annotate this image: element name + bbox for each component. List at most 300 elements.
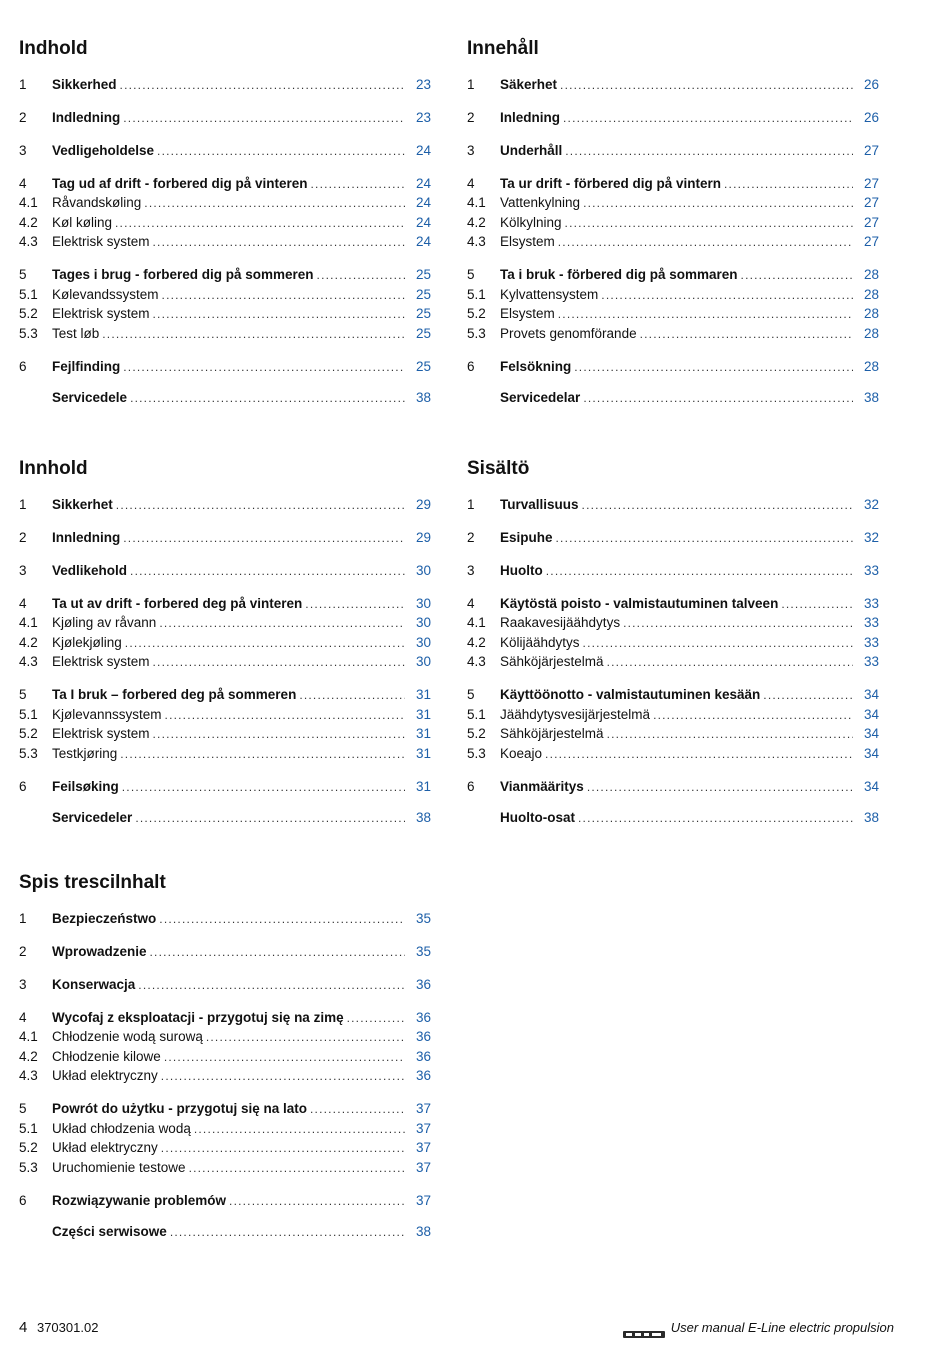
- toc-entry-page[interactable]: 37: [415, 1193, 431, 1208]
- dot-leader: [587, 778, 853, 796]
- toc-entry-number: 5.2: [19, 306, 38, 321]
- toc-entry[interactable]: [467, 266, 879, 284]
- toc-entry[interactable]: [19, 233, 431, 251]
- toc-entry-page[interactable]: 25: [415, 306, 431, 321]
- toc-entry-page[interactable]: 28: [863, 267, 879, 282]
- toc-entry[interactable]: [19, 809, 431, 827]
- toc-entry-label: Układ elektryczny: [52, 1140, 158, 1155]
- dot-leader: [153, 725, 405, 743]
- toc-entry-label: Käyttöönotto - valmistautuminen kesään: [500, 687, 761, 702]
- toc-entry-label: Vianmääritys: [500, 779, 584, 794]
- toc-entry-label: Sähköjärjestelmä: [500, 726, 604, 741]
- toc-entry[interactable]: [19, 976, 431, 994]
- toc-entry-label: Tages i brug - forbered dig på sommeren: [52, 267, 314, 282]
- footer-right: [623, 1318, 894, 1338]
- dot-leader: [138, 976, 405, 994]
- toc-entry[interactable]: [467, 286, 879, 304]
- toc-entry-label: Elektrisk system: [52, 234, 150, 249]
- toc-entry[interactable]: [19, 1028, 431, 1046]
- toc-entry-label: Felsökning: [500, 359, 572, 374]
- toc-entry-number: 1: [19, 77, 27, 92]
- dot-leader: [130, 389, 405, 407]
- toc-entry-page[interactable]: 38: [415, 810, 431, 825]
- toc-entry-number: 4.1: [19, 615, 38, 630]
- toc-entry[interactable]: [467, 305, 879, 323]
- toc-entry-label: Testkjøring: [52, 746, 118, 761]
- toc-entry-label: Test løb: [52, 326, 100, 341]
- dot-leader: [563, 109, 853, 127]
- dot-leader: [607, 725, 853, 743]
- toc-entry-page[interactable]: 33: [863, 596, 879, 611]
- toc-entry-number: 4: [467, 176, 475, 191]
- dot-leader: [601, 286, 853, 304]
- toc-entry-label: Raakavesijäähdytys: [500, 615, 621, 630]
- toc-entry-page[interactable]: 25: [415, 287, 431, 302]
- toc-entry-number: 4.2: [467, 215, 486, 230]
- toc-entry-page[interactable]: 33: [863, 615, 879, 630]
- toc-entry-page[interactable]: 31: [415, 707, 431, 722]
- toc-entry-page[interactable]: 31: [415, 726, 431, 741]
- toc-entry[interactable]: [467, 778, 879, 796]
- toc-entry-label: Rozwiązywanie problemów: [52, 1193, 227, 1208]
- toc-entry-label: Bezpieczeństwo: [52, 911, 157, 926]
- toc-entry-number: 4.1: [467, 195, 486, 210]
- toc-entry-number: 4.2: [19, 635, 38, 650]
- dot-leader: [162, 286, 405, 304]
- toc-title: Spis trescilnhalt: [19, 872, 166, 893]
- toc-entry-label: Sikkerhed: [52, 77, 117, 92]
- toc-entry-number: 5.3: [19, 746, 38, 761]
- dot-leader: [159, 614, 405, 632]
- dot-leader: [347, 1009, 405, 1027]
- toc-entry-page[interactable]: 34: [863, 707, 879, 722]
- toc-entry[interactable]: [467, 214, 879, 232]
- toc-entry[interactable]: [19, 634, 431, 652]
- toc-entry-label: Ta ut av drift - forbered deg på vinteren: [52, 596, 303, 611]
- dot-leader: [565, 214, 853, 232]
- toc-entry-label: Kjøling av råvann: [52, 615, 157, 630]
- dot-leader: [194, 1120, 405, 1138]
- toc-entry[interactable]: [19, 1223, 431, 1241]
- toc-entry-number: 1: [467, 77, 475, 92]
- toc-entry-page[interactable]: 28: [863, 326, 879, 341]
- toc-entry[interactable]: [19, 1120, 431, 1138]
- toc-entry-number: 5.3: [19, 1160, 38, 1175]
- toc-entry[interactable]: [19, 1067, 431, 1085]
- dot-leader: [135, 809, 405, 827]
- toc-entry-number: 2: [19, 530, 27, 545]
- toc-entry-page[interactable]: 33: [863, 654, 879, 669]
- dot-leader: [164, 1048, 405, 1066]
- dot-leader: [578, 809, 853, 827]
- toc-entry-page[interactable]: 27: [863, 176, 879, 191]
- toc-entry-label: Turvallisuus: [500, 497, 579, 512]
- toc-entry[interactable]: [467, 76, 879, 94]
- toc-entry[interactable]: [19, 943, 431, 961]
- toc-entry-page[interactable]: 32: [863, 497, 879, 512]
- toc-entry[interactable]: [19, 1100, 431, 1118]
- toc-entry[interactable]: [19, 614, 431, 632]
- toc-entry-page[interactable]: 29: [415, 497, 431, 512]
- dot-leader: [157, 142, 405, 160]
- toc-entry-page[interactable]: 37: [415, 1121, 431, 1136]
- toc-entry-page[interactable]: 24: [415, 234, 431, 249]
- dot-leader: [640, 325, 853, 343]
- toc-entry-page[interactable]: 37: [415, 1160, 431, 1175]
- toc-entry[interactable]: [19, 109, 431, 127]
- toc-entry-number: 3: [467, 563, 475, 578]
- toc-entry-number: 4.3: [467, 234, 486, 249]
- toc-entry-page[interactable]: 23: [415, 77, 431, 92]
- toc-entry-label: Powrót do użytku - przygotuj się na lato: [52, 1101, 308, 1116]
- toc-entry-label: Elsystem: [500, 306, 555, 321]
- dot-leader: [558, 305, 853, 323]
- toc-entry-label: Sikkerhet: [52, 497, 113, 512]
- toc-entry-page[interactable]: 28: [863, 306, 879, 321]
- dot-leader: [545, 745, 853, 763]
- toc-entry-page[interactable]: 38: [863, 390, 879, 405]
- toc-entry-page[interactable]: 24: [415, 143, 431, 158]
- toc-entry-page[interactable]: 36: [415, 1010, 431, 1025]
- toc-entry-label: Råvandskøling: [52, 195, 142, 210]
- toc-entry-number: 5.2: [19, 726, 38, 741]
- dot-leader: [115, 214, 405, 232]
- toc-entry-number: 4.3: [19, 1068, 38, 1083]
- toc-entry-number: 1: [19, 497, 27, 512]
- toc-entry-number: 1: [19, 911, 27, 926]
- toc-entry[interactable]: [19, 389, 431, 407]
- toc-entry-page[interactable]: 38: [415, 1224, 431, 1239]
- toc-entry-label: Vedligeholdelse: [52, 143, 155, 158]
- dot-leader: [574, 358, 853, 376]
- toc-entry-label: Huolto-osat: [500, 810, 575, 825]
- toc-entry-page[interactable]: 28: [863, 287, 879, 302]
- toc-title: Innehåll: [467, 38, 539, 59]
- toc-entry-number: 5: [467, 687, 475, 702]
- toc-entry-label: Elektrisk system: [52, 654, 150, 669]
- toc-entry-number: 5.1: [467, 707, 486, 722]
- toc-entry[interactable]: [19, 595, 431, 613]
- toc-entry-label: Servicedelar: [500, 390, 581, 405]
- toc-entry-page[interactable]: 32: [863, 530, 879, 545]
- toc-entry-page[interactable]: 27: [863, 215, 879, 230]
- toc-entry[interactable]: [467, 614, 879, 632]
- toc-entry-label: Esipuhe: [500, 530, 553, 545]
- toc-entry-page[interactable]: 24: [415, 176, 431, 191]
- dot-leader: [165, 706, 405, 724]
- toc-entry[interactable]: [467, 142, 879, 160]
- toc-entry[interactable]: [19, 286, 431, 304]
- toc-entry-label: Koeajo: [500, 746, 543, 761]
- toc-title: Indhold: [19, 38, 88, 59]
- toc-entry[interactable]: [467, 706, 879, 724]
- dot-leader: [144, 194, 405, 212]
- dot-leader: [583, 194, 853, 212]
- dot-leader: [558, 233, 853, 251]
- toc-entry-page[interactable]: 38: [863, 810, 879, 825]
- toc-entry[interactable]: [467, 325, 879, 343]
- toc-entry-page[interactable]: 38: [415, 390, 431, 405]
- toc-entry-page[interactable]: 27: [863, 234, 879, 249]
- toc-entry-number: 4.3: [19, 654, 38, 669]
- toc-title: Innhold: [19, 458, 88, 479]
- toc-entry-label: Fejlfinding: [52, 359, 121, 374]
- toc-entry-label: Käytöstä poisto - valmistautuminen talveen: [500, 596, 779, 611]
- toc-entry-number: 6: [467, 779, 475, 794]
- toc-entry-label: Servicedele: [52, 390, 128, 405]
- toc-entry-number: 4.3: [467, 654, 486, 669]
- toc-entry-page[interactable]: 27: [863, 143, 879, 158]
- dot-leader: [763, 686, 853, 704]
- toc-entry-label: Chłodzenie wodą surową: [52, 1029, 203, 1044]
- toc-entry-page[interactable]: 36: [415, 977, 431, 992]
- toc-entry[interactable]: [19, 305, 431, 323]
- toc-entry[interactable]: [467, 595, 879, 613]
- toc-entry-number: 2: [467, 110, 475, 125]
- toc-entry-page[interactable]: 30: [415, 654, 431, 669]
- dot-leader: [161, 1139, 405, 1157]
- toc-entry-number: 4: [19, 596, 27, 611]
- toc-entry[interactable]: [19, 76, 431, 94]
- toc-entry-number: 5: [19, 687, 27, 702]
- dot-leader: [556, 529, 853, 547]
- toc-entry-page[interactable]: 24: [415, 195, 431, 210]
- toc-entry-number: 5.3: [19, 326, 38, 341]
- toc-entry-label: Wprowadzenie: [52, 944, 147, 959]
- toc-entry-page[interactable]: 25: [415, 359, 431, 374]
- toc-entry-label: Indledning: [52, 110, 121, 125]
- toc-entry-number: 4: [19, 1010, 27, 1025]
- dot-leader: [123, 529, 405, 547]
- toc-entry-label: Kjølekjøling: [52, 635, 122, 650]
- dot-leader: [150, 943, 405, 961]
- dot-leader: [724, 175, 853, 193]
- toc-entry[interactable]: [467, 653, 879, 671]
- toc-entry-number: 5.2: [19, 1140, 38, 1155]
- dot-leader: [125, 634, 405, 652]
- toc-entry-label: Konserwacja: [52, 977, 136, 992]
- toc-entry-number: 3: [19, 977, 27, 992]
- toc-entry[interactable]: [19, 175, 431, 193]
- toc-entry-number: 5.3: [467, 746, 486, 761]
- dot-leader: [161, 1067, 405, 1085]
- toc-entry-number: 4: [467, 596, 475, 611]
- toc-entry[interactable]: [19, 1009, 431, 1027]
- toc-entry[interactable]: [19, 745, 431, 763]
- toc-entry[interactable]: [19, 358, 431, 376]
- toc-entry-number: 4.2: [19, 215, 38, 230]
- toc-entry[interactable]: [467, 809, 879, 827]
- toc-entry-number: 5.1: [19, 287, 38, 302]
- toc-entry[interactable]: [467, 686, 879, 704]
- toc-entry[interactable]: [467, 496, 879, 514]
- toc-entry-number: 3: [467, 143, 475, 158]
- toc-entry-number: 4.1: [467, 615, 486, 630]
- toc-entry[interactable]: [467, 175, 879, 193]
- toc-entry-page[interactable]: 34: [863, 726, 879, 741]
- toc-entry[interactable]: [19, 686, 431, 704]
- toc-entry-label: Provets genomförande: [500, 326, 637, 341]
- dot-leader: [116, 496, 405, 514]
- toc-entry[interactable]: [467, 233, 879, 251]
- toc-entry[interactable]: [19, 194, 431, 212]
- toc-entry-label: Układ elektryczny: [52, 1068, 158, 1083]
- toc-entry-page[interactable]: 25: [415, 267, 431, 282]
- toc-entry[interactable]: [19, 725, 431, 743]
- toc-entry-page[interactable]: 34: [863, 779, 879, 794]
- dot-leader: [310, 1100, 405, 1118]
- toc-entry[interactable]: [467, 194, 879, 212]
- toc-entry-label: Kylvattensystem: [500, 287, 599, 302]
- toc-entry-page[interactable]: 25: [415, 326, 431, 341]
- toc-entry-label: Servicedeler: [52, 810, 133, 825]
- toc-entry[interactable]: [19, 1159, 431, 1177]
- toc-entry-page[interactable]: 34: [863, 687, 879, 702]
- toc-entry[interactable]: [467, 109, 879, 127]
- toc-entry-label: Kjølevannssystem: [52, 707, 162, 722]
- toc-entry-page[interactable]: 30: [415, 563, 431, 578]
- toc-entry[interactable]: [19, 214, 431, 232]
- toc-entry-number: 5.1: [467, 287, 486, 302]
- toc-entry-label: Jäähdytysvesijärjestelmä: [500, 707, 651, 722]
- toc-entry[interactable]: [19, 706, 431, 724]
- toc-entry-number: 1: [467, 497, 475, 512]
- toc-entry-page[interactable]: 34: [863, 746, 879, 761]
- toc-entry-label: Elsystem: [500, 234, 555, 249]
- toc-entry[interactable]: [467, 358, 879, 376]
- toc-entry-number: 6: [19, 779, 27, 794]
- dot-leader: [120, 745, 405, 763]
- toc-entry-page[interactable]: 33: [863, 563, 879, 578]
- dot-leader: [546, 562, 853, 580]
- manual-title: User manual E-Line electric propulsion: [670, 1320, 894, 1335]
- toc-entry[interactable]: [19, 496, 431, 514]
- toc-entry-number: 6: [467, 359, 475, 374]
- toc-entry-page[interactable]: 36: [415, 1029, 431, 1044]
- toc-entry[interactable]: [19, 325, 431, 343]
- toc-entry-number: 5.1: [19, 1121, 38, 1136]
- toc-entry[interactable]: [467, 529, 879, 547]
- toc-entry-label: Układ chłodzenia wodą: [52, 1121, 191, 1136]
- toc-entry[interactable]: [467, 562, 879, 580]
- toc-entry-page[interactable]: 33: [863, 635, 879, 650]
- dot-leader: [170, 1223, 405, 1241]
- dot-leader: [120, 76, 405, 94]
- toc-entry-page[interactable]: 30: [415, 635, 431, 650]
- toc-entry-page[interactable]: 26: [863, 77, 879, 92]
- dot-leader: [623, 614, 853, 632]
- toc-entry[interactable]: [467, 745, 879, 763]
- toc-entry[interactable]: [19, 142, 431, 160]
- toc-entry-number: 2: [19, 110, 27, 125]
- toc-entry-label: Elektrisk system: [52, 726, 150, 741]
- dot-leader: [189, 1159, 405, 1177]
- toc-entry-page[interactable]: 35: [415, 944, 431, 959]
- toc-entry-label: Ta ur drift - förbered dig på vintern: [500, 176, 722, 191]
- toc-entry[interactable]: [19, 1192, 431, 1210]
- toc-entry-number: 5: [19, 267, 27, 282]
- toc-entry-label: Innledning: [52, 530, 121, 545]
- toc-entry-label: Sähköjärjestelmä: [500, 654, 604, 669]
- page-number: 4: [19, 1319, 28, 1336]
- toc-entry-page[interactable]: 31: [415, 746, 431, 761]
- toc-entry[interactable]: [19, 562, 431, 580]
- toc-entry[interactable]: [19, 653, 431, 671]
- toc-entry-page[interactable]: 30: [415, 615, 431, 630]
- footer-left: [19, 1318, 98, 1338]
- toc-entry-number: 5.1: [19, 707, 38, 722]
- toc-entry[interactable]: [467, 389, 879, 407]
- toc-entry[interactable]: [467, 725, 879, 743]
- toc-entry[interactable]: [19, 266, 431, 284]
- toc-entry-page[interactable]: 36: [415, 1068, 431, 1083]
- toc-entry-label: Vattenkylning: [500, 195, 581, 210]
- dot-leader: [206, 1028, 405, 1046]
- dot-leader: [311, 175, 405, 193]
- toc-entry[interactable]: [19, 778, 431, 796]
- toc-entry[interactable]: [19, 910, 431, 928]
- dot-leader: [102, 325, 405, 343]
- toc-entry-number: 4.2: [19, 1049, 38, 1064]
- toc-entry[interactable]: [19, 529, 431, 547]
- dot-leader: [130, 562, 405, 580]
- toc-entry-number: 2: [467, 530, 475, 545]
- toc-entry-page[interactable]: 29: [415, 530, 431, 545]
- toc-entry-number: 5: [467, 267, 475, 282]
- toc-entry-label: Ta I bruk – forbered deg på sommeren: [52, 687, 297, 702]
- dot-leader: [153, 233, 405, 251]
- toc-entry-number: 6: [19, 359, 27, 374]
- toc-entry-page[interactable]: 31: [415, 687, 431, 702]
- toc-entry-label: Części serwisowe: [52, 1224, 167, 1239]
- toc-entry[interactable]: [19, 1048, 431, 1066]
- toc-entry-page[interactable]: 28: [863, 359, 879, 374]
- toc-entry-page[interactable]: 31: [415, 779, 431, 794]
- toc-entry[interactable]: [467, 634, 879, 652]
- toc-entry-label: Underhåll: [500, 143, 563, 158]
- toc-entry-number: 3: [19, 563, 27, 578]
- brand-logo-icon: [623, 1325, 665, 1334]
- dot-leader: [583, 389, 853, 407]
- document-code: 370301.02: [36, 1320, 99, 1335]
- toc-entry-page[interactable]: 26: [863, 110, 879, 125]
- toc-entry-page[interactable]: 36: [415, 1049, 431, 1064]
- toc-entry-label: Kölkylning: [500, 215, 562, 230]
- toc-entry-page[interactable]: 23: [415, 110, 431, 125]
- toc-entry-number: 5.3: [467, 326, 486, 341]
- toc-entry[interactable]: [19, 1139, 431, 1157]
- dot-leader: [123, 358, 405, 376]
- toc-entry-number: 4.3: [19, 234, 38, 249]
- toc-entry-label: Chłodzenie kilowe: [52, 1049, 161, 1064]
- toc-entry-page[interactable]: 37: [415, 1101, 431, 1116]
- toc-entry-number: 5: [19, 1101, 27, 1116]
- toc-entry-label: Tag ud af drift - forbered dig på vinteren: [52, 176, 308, 191]
- dot-leader: [560, 76, 853, 94]
- toc-entry-number: 4.1: [19, 195, 38, 210]
- toc-entry-page[interactable]: 30: [415, 596, 431, 611]
- toc-entry-page[interactable]: 24: [415, 215, 431, 230]
- dot-leader: [123, 109, 405, 127]
- dot-leader: [153, 653, 405, 671]
- dot-leader: [653, 706, 853, 724]
- dot-leader: [565, 142, 853, 160]
- toc-entry-number: 3: [19, 143, 27, 158]
- toc-entry-page[interactable]: 37: [415, 1140, 431, 1155]
- toc-entry-page[interactable]: 35: [415, 911, 431, 926]
- toc-entry-page[interactable]: 27: [863, 195, 879, 210]
- toc-title: Sisältö: [467, 458, 530, 479]
